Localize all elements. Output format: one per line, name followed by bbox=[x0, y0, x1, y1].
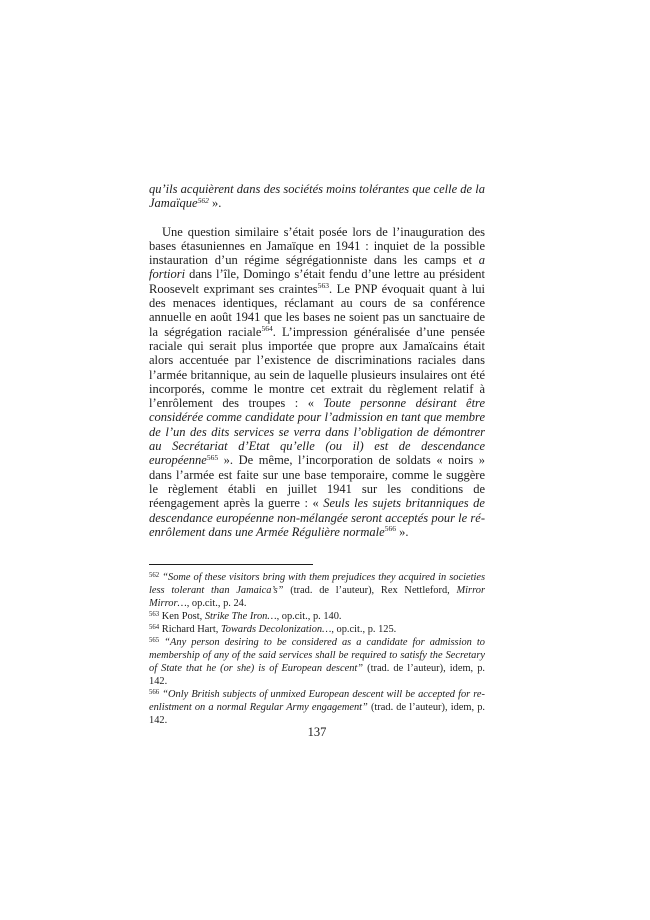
footnotes-section bbox=[149, 564, 485, 727]
paragraph-text: Une question similaire s’était posée lors de l’inauguration des bases étasuniennes en Jamaïque en 1941 : inquiet de la possible instauration d’un régime ségrégationniste dans les camps et bbox=[149, 224, 485, 268]
opening-quote-text: qu’ils acquièrent dans des sociétés moins tolérantes que celle de la Jamaïque bbox=[149, 182, 485, 211]
opening-quote-paragraph bbox=[149, 182, 485, 211]
footnote-566 bbox=[149, 688, 485, 727]
footnote-text: , op.cit., p. 125. bbox=[331, 624, 397, 635]
footnote-563 bbox=[149, 610, 485, 623]
footnote-565 bbox=[149, 636, 485, 688]
page-number: 137 bbox=[307, 725, 327, 739]
reengagement-quote: Seuls les sujets britanniques de descendance européenne non-mélangée seront acceptés pour le ré-enrôlement dans une Armée Régulière normale bbox=[149, 496, 485, 539]
footnote-ref-563: 563 bbox=[317, 281, 329, 291]
opening-quote-closing: ». bbox=[208, 196, 222, 211]
footnote-text: (trad. de l’auteur), Rex Nettleford, bbox=[283, 585, 457, 596]
footnote-work-title: Towards Decolonization… bbox=[220, 624, 332, 635]
footnote-text: , op.cit., p. 140. bbox=[276, 611, 342, 622]
footnote-number: 566 bbox=[149, 688, 160, 696]
footnote-text: (trad. de l’auteur), idem, p. 142. bbox=[149, 663, 485, 687]
paragraph-text: ». bbox=[395, 524, 409, 539]
footnote-number: 562 bbox=[149, 571, 160, 579]
footnote-quote: “Only British subjects of unmixed European descent will be accepted for re-enlistment on a normal Regular Army engagement” bbox=[149, 689, 485, 713]
latin-phrase: a fortiori bbox=[149, 253, 485, 282]
regulation-quote: Toute personne désirant être considérée comme candidate pour l’admission en tant que membre de l’un des dits services se verra dans l’obligation de démontrer au Secrétariat d’Etat qu’elle (ou il) est de descendance européenne bbox=[149, 396, 486, 468]
footnote-number: 565 bbox=[149, 636, 160, 644]
body-paragraph bbox=[149, 225, 485, 540]
footnote-text: (trad. de l’auteur), idem, p. 142. bbox=[149, 702, 485, 726]
footnote-ref-565: 565 bbox=[206, 452, 219, 462]
footnote-work-title: Mirror Mirror… bbox=[149, 585, 485, 609]
footnote-number: 563 bbox=[149, 610, 160, 618]
paragraph-text: ». De même, l’incorporation de soldats « noirs » dans l’armée est faite sur une base temporaire, comme le suggère le règlement établi en juillet 1941 sur les conditions de réengagement après la guerre : « bbox=[149, 453, 485, 511]
footnote-work-title: Strike The Iron… bbox=[204, 611, 277, 622]
footnote-quote: “Any person desiring to be considered as a candidate for admission to membership of any of the said services shall be required to satisfy the Secretary of State that he (or she) is of European descent” bbox=[149, 637, 485, 674]
footnote-text: , op.cit., p. 24. bbox=[186, 598, 247, 609]
footnote-562 bbox=[149, 571, 485, 610]
footnote-text: Ken Post, bbox=[159, 611, 205, 622]
footnote-separator bbox=[149, 564, 313, 565]
paragraph-text: . L’impression généralisée d’une pensée raciale qui serait plus importée que propre aux Jamaïcains était alors accentuée par l’existence de discriminations raciales dans l’armée britannique, au sein de laquelle plusieurs insulaires ont été incorporés, comme le montre cet extrait du règlement relatif à l’enrôlement des troupes : « bbox=[149, 324, 485, 411]
footnote-ref-564: 564 bbox=[261, 324, 273, 334]
footnote-ref-566: 566 bbox=[384, 524, 396, 534]
page-body bbox=[149, 182, 485, 539]
footnote-number: 564 bbox=[149, 623, 160, 631]
paragraph-text: dans l’île, Domingo s’était fendu d’une lettre au président Roosevelt exprimant ses craintes bbox=[149, 267, 485, 296]
footnote-text: Richard Hart, bbox=[159, 624, 221, 635]
footnote-564 bbox=[149, 623, 485, 636]
paragraph-text: . Le PNP évoquait quant à lui des menaces identiques, réclamant au cours de sa conférence annuelle en août 1941 que les bases ne soient pas un sanctuaire de la ségrégation raciale bbox=[149, 281, 485, 339]
footnote-quote: “Some of these visitors bring with them prejudices they acquired in societies less tolerant than Jamaica’s” bbox=[149, 572, 485, 596]
footnote-ref-562: 562 bbox=[197, 195, 209, 205]
